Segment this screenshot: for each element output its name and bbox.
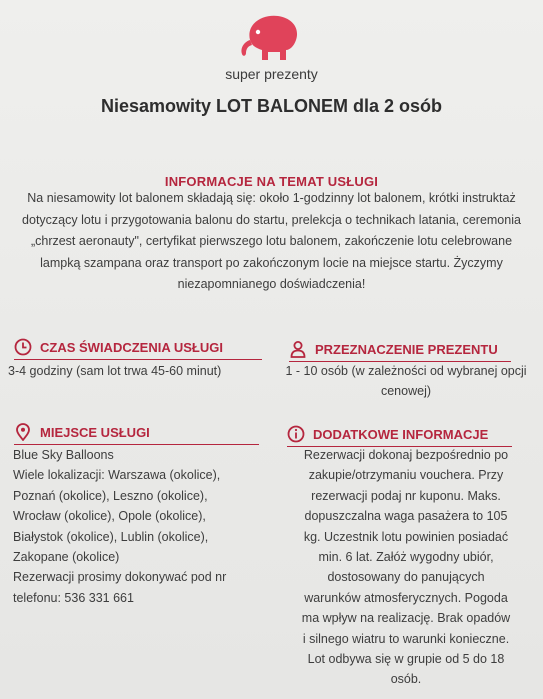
miejsce-line: Blue Sky Balloons: [13, 448, 114, 462]
czas-text: 3-4 godziny (sam lot trwa 45-60 minut): [8, 364, 222, 378]
dodatkowe-line: zakupie/otrzymaniu vouchera. Przy: [308, 468, 504, 483]
location-pin-icon: [14, 423, 32, 441]
miejsce-text: [13, 445, 273, 608]
dodatkowe-line: warunków atmosferycznych. Pogoda: [304, 590, 508, 605]
dodatkowe-line: dostosowany do panujących: [327, 570, 485, 585]
dodatkowe-text: [275, 445, 537, 690]
info-icon: [287, 425, 305, 443]
dodatkowe-heading: DODATKOWE INFORMACJE: [313, 426, 489, 442]
miejsce-line: Rezerwacji prosimy dokonywać pod nr: [13, 570, 227, 585]
dodatkowe-section-header: [287, 425, 512, 443]
dodatkowe-line: rezerwacji podaj nr kuponu. Maks.: [311, 488, 501, 503]
dodatkowe-line: Lot odbywa się w grupie od 5 do 18: [307, 652, 505, 667]
info-heading: INFORMACJE NA TEMAT USŁUGI: [164, 174, 379, 189]
miejsce-line: Poznań (okolice), Leszno (okolice),: [13, 488, 208, 503]
page-title: Niesamowity LOT BALONEM dla 2 osób: [100, 96, 443, 116]
miejsce-line: Zakopane (okolice): [13, 550, 120, 565]
miejsce-line: Wrocław (okolice), Opole (okolice),: [13, 509, 206, 524]
przeznaczenie-heading: PRZEZNACZENIE PREZENTU: [315, 341, 498, 357]
miejsce-line: Białystok (okolice), Lublin (okolice),: [13, 529, 209, 544]
info-text: Na niesamowity lot balonem składają się: około 1-godzinny lot balonem, krótki instruktaż dotyczący lotu i przygotowania balonu do startu, prelekcja o technikach latania, ceremonia „chrzest aeronauty", certyfikat pierwszego lotu balonem, zakończenie lotu celebrowane lampką szampana oraz transport po zakończonym locie na miejsce startu. Życzymy niezapomnianego doświadczenia!: [22, 191, 521, 292]
dodatkowe-line: dopuszczalna waga pasażera to 105: [304, 509, 508, 524]
przeznaczenie-text: 1 - 10 osób (w zależności od wybranej opcji cenowej): [285, 364, 527, 399]
dodatkowe-line: Rezerwacji dokonaj bezpośrednio po: [303, 448, 509, 462]
czas-heading: CZAS ŚWIADCZENIA USŁUGI: [40, 339, 223, 355]
miejsce-heading: MIEJSCE USŁUGI: [40, 424, 150, 440]
elephant-logo-icon: [236, 10, 306, 65]
miejsce-section-header: [14, 423, 259, 441]
dodatkowe-line: ma wpływ na realizację. Brak opadów: [301, 611, 511, 626]
dodatkowe-line: min. 6 lat. Załóż wygodny ubiór,: [318, 550, 494, 565]
clock-icon: [14, 338, 32, 356]
person-icon: [289, 340, 307, 358]
brand-name: super prezenty: [225, 66, 318, 82]
dodatkowe-line: osób.: [390, 672, 422, 687]
czas-section-header: [14, 338, 262, 356]
miejsce-line: Wiele lokalizacji: Warszawa (okolice),: [13, 468, 221, 483]
dodatkowe-line: kg. Uczestnik lotu powinien posiadać: [303, 529, 509, 544]
miejsce-line: telefonu: 536 331 661: [13, 590, 134, 605]
dodatkowe-line: i silnego wiatru to warunki konieczne.: [302, 631, 510, 646]
przeznaczenie-section-header: [289, 340, 511, 358]
